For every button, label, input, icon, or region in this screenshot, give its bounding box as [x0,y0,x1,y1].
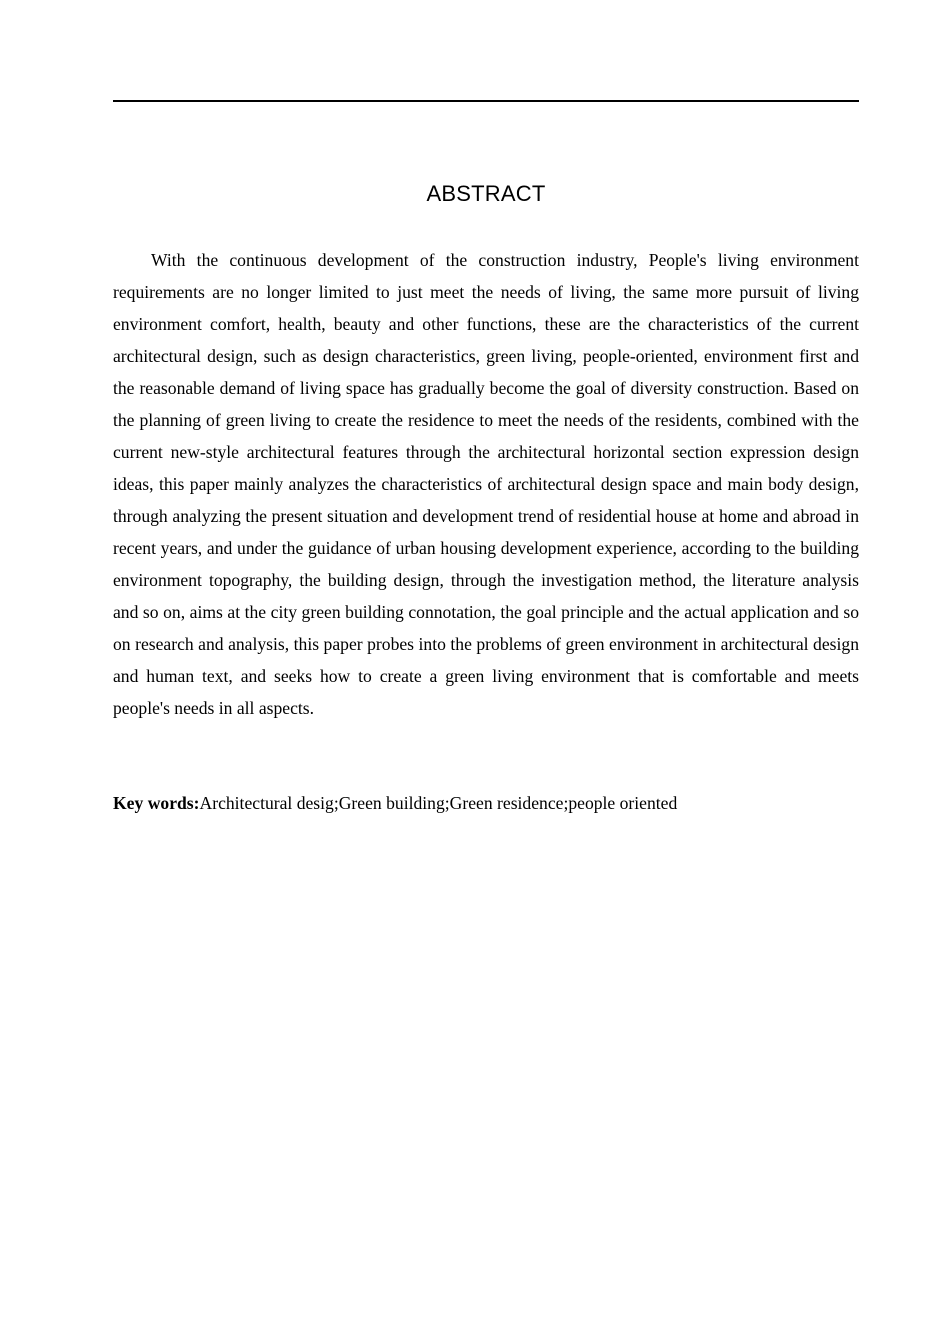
keywords-value: Architectural desig;Green building;Green residence;people oriented [199,793,678,813]
header-rule [113,100,859,102]
keywords-label: Key words: [113,793,200,813]
abstract-title: ABSTRACT [426,181,546,206]
abstract-body: With the continuous development of the construction industry, People's living environment requirements are no longer limited to just meet the needs of living, the same more pursuit of living environment comfort, health, beauty and other functions, these are the characteristics of the current architectural design, such as design characteristics, green living, people-oriented, environment first and the reasonable demand of living space has gradually become the goal of diversity construction. Based on the planning of green living to create the residence to meet the needs of the residents, combined with the current new-style architectural features through the architectural horizontal section expression design ideas, this paper mainly analyzes the characteristics of architectural design space and main body design, through analyzing the present situation and development trend of residential house at home and abroad in recent years, and under the guidance of urban housing development experience, according to the building environment topography, the building design, through the investigation method, the literature analysis and so on, aims at the city green building connotation, the goal principle and the actual application and so on research and analysis, this paper probes into the problems of green environment in architectural design and human text, and seeks how to create a green living environment that is comfortable and meets people's needs in all aspects. [113,250,859,718]
keywords-line [113,787,859,819]
